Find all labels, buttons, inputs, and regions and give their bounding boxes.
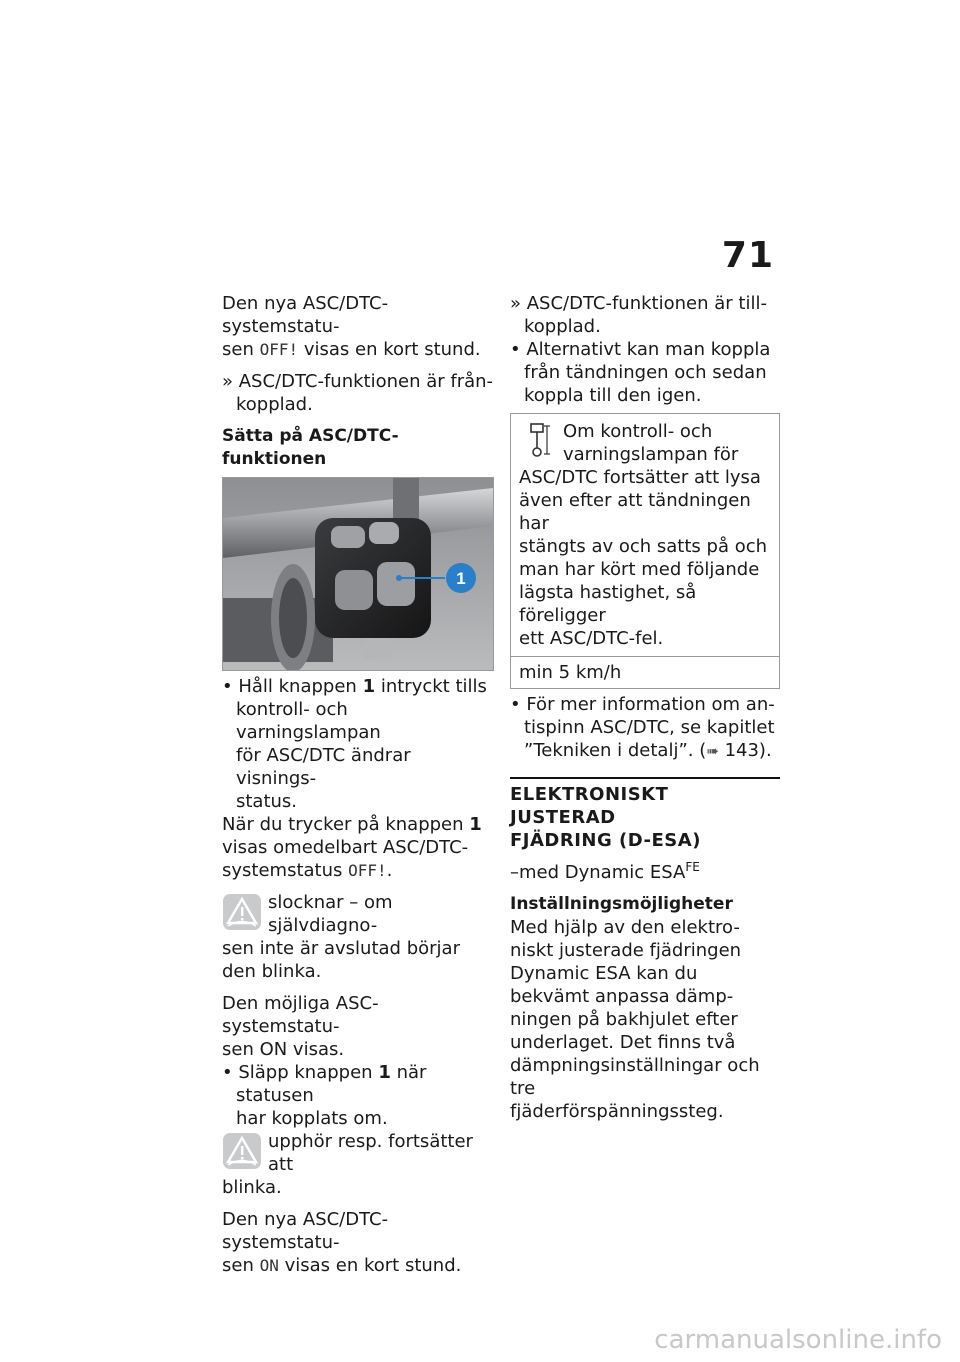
status-code-on: ON bbox=[259, 1256, 279, 1275]
asc-warning-lamp-icon bbox=[222, 893, 262, 931]
status-code-off: OFF! bbox=[348, 861, 387, 880]
page-number: 71 bbox=[721, 235, 774, 276]
bullet-hold-button: • Håll knappen 1 intryckt tills kontroll- och varningslampan för ASC/DTC ändrar visnings- status. bbox=[222, 676, 487, 812]
speed-note-value: min 5 km/h bbox=[511, 656, 779, 688]
result-asc-on: » ASC/DTC-funktionen är till- kopplad. bbox=[510, 293, 767, 337]
paragraph-press-button: När du trycker på knappen 1 visas omedelbart ASC/DTC- systemstatus OFF!. bbox=[222, 814, 482, 881]
result-asc-off: » ASC/DTC-funktionen är från- kopplad. bbox=[222, 371, 494, 415]
asc-warning-lamp-icon bbox=[222, 1132, 262, 1170]
paragraph-status-off: Den nya ASC/DTC-systemstatu- sen OFF! visas en kort stund. bbox=[222, 293, 481, 360]
section-divider bbox=[510, 777, 780, 779]
warning-block-2: upphör resp. fortsätter att blinka. bbox=[222, 1131, 473, 1198]
heading-enable-asc: Sätta på ASC/DTC-funktionen bbox=[222, 426, 399, 469]
warning-block-1: slocknar – om självdiagno- sen inte är avslutad börjar den blinka. bbox=[222, 892, 460, 982]
bullet-more-info: • För mer information om an- tispinn ASC/DTC, se kapitlet ”Tekniken i detalj”. (➠ 143). bbox=[510, 694, 775, 761]
section-title: ELEKTRONISKT JUSTERAD FJÄDRING (D-ESA) bbox=[510, 784, 701, 851]
heading-settings: Inställningsmöjligheter bbox=[510, 894, 733, 914]
page-reference-arrow-icon: ➠ bbox=[706, 742, 719, 760]
speed-note-box: Om kontroll- och varningslampan för ASC/DTC fortsätter att lysa även efter att tändningen har stängts av och satts på och man har kört med följande lägsta hastighet, så föreligger ett ASC/DTC-fel. min 5 km/h bbox=[510, 413, 780, 689]
bullet-alternative-ignition: • Alternativt kan man koppla från tändningen och sedan koppla till den igen. bbox=[510, 339, 771, 406]
paragraph-desa-description: Med hjälp av den elektro- niskt justerade fjädringen Dynamic ESA kan du bekvämt anpassa dämp- ningen på bakhjulet efter underlaget. Det finns två dämpningsinställningar och tre fjäderförspänningssteg. bbox=[510, 917, 760, 1122]
status-code-off: OFF! bbox=[259, 340, 299, 359]
speed-value-icon bbox=[525, 422, 555, 458]
left-column bbox=[222, 292, 494, 1277]
paragraph-status-on: Den nya ASC/DTC-systemstatu- sen ON visas en kort stund. bbox=[222, 1209, 462, 1276]
figure-callout-1: 1 bbox=[456, 569, 466, 588]
bullet-release-button: • Släpp knappen 1 när statusen har kopplats om. bbox=[222, 1062, 427, 1129]
equipment-note: –med Dynamic $ESA^{FE}$ bbox=[510, 860, 700, 883]
paragraph-status-on-possible: Den möjliga ASC-systemstatu- sen ON visas. bbox=[222, 993, 379, 1060]
handlebar-switch-illustration bbox=[223, 478, 493, 670]
right-column bbox=[510, 292, 780, 1123]
watermark: carmanualsonline.info bbox=[654, 1325, 942, 1355]
handlebar-switch-figure bbox=[222, 477, 494, 671]
